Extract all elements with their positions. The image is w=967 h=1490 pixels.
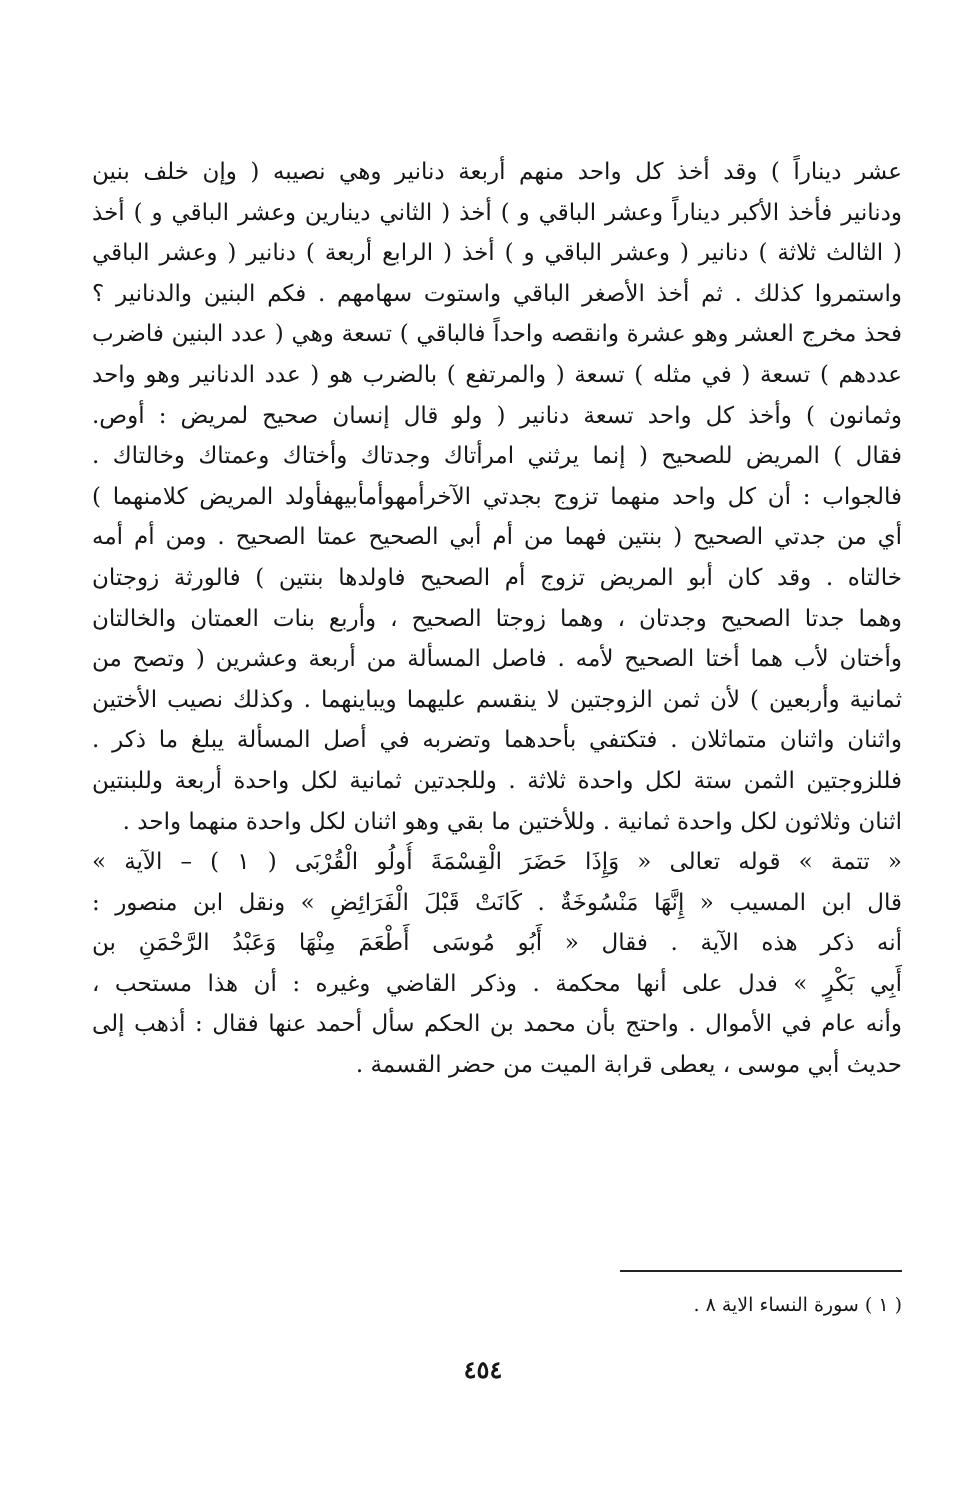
text-line: « تتمة » قوله تعالى « وَإِذَا حَضَرَ الْقِسْمَةَ أُولُو الْقُرْبَى ( ١ ) – الآية » (92, 849, 902, 876)
text-line: واستمروا كذلك . ثم أخذ الأصغر الباقي واستوت سهامهم . فكم البنين والدنانير ؟ (92, 280, 902, 307)
text-line: أنه ذكر هذه الآية . فقال « أَبُو مُوسَى أَطْعَمَ مِنْهَا وَعَبْدُ الرَّحْمَنِ بن (92, 930, 902, 957)
text-line: وهما جدتا الصحيح وجدتان ، وهما زوجتا الصحيح ، وأربع بنات العمتان والخالتان (92, 605, 902, 632)
page-number: ٤٥٤ (463, 1355, 503, 1384)
text-line: عددهم ) تسعة ( في مثله ) تسعة ( والمرتفع ) بالضرب هو ( عدد الدنانير وهو واحد (92, 361, 902, 388)
text-line: فالجواب : أن كل واحد منهما تزوج بجدتي الآخرأمهوأمأبيهفأولد المريض كلامنهما ) (92, 483, 902, 510)
text-line: ( الثالث ثلاثة ) دنانير ( وعشر الباقي و ) أخذ ( الرابع أربعة ) دنانير ( وعشر الباقي (92, 240, 902, 267)
text-line: خالتاه . وقد كان أبو المريض تزوج أم الصحيح فاولدها بنتين ) فالورثة زوجتان (92, 564, 902, 591)
text-line: قال ابن المسيب « إِنَّهَا مَنْسُوخَةٌ . كَانَتْ قَبْلَ الْفَرَائِضِ » ونقل ابن منصور : (92, 889, 902, 916)
text-line: حديث أبي موسى ، يعطى قرابة الميت من حضر القسمة . (355, 1052, 902, 1079)
text-line: أي من جدتي الصحيح ( بنتين فهما من أم أبي الصحيح عمتا الصحيح . ومن أم أمه (92, 524, 902, 551)
body-text (92, 152, 902, 1086)
text-line: وأنه عام في الأموال . واحتج بأن محمد بن الحكم سأل أحمد عنها فقال : أذهب إلى (92, 1011, 902, 1038)
text-line: وثمانون ) وأخذ كل واحد تسعة دنانير ( ولو قال إنسان صحيح لمريض : أوص. (92, 402, 902, 429)
text-line: أَبِي بَكْرٍ » فدل على أنها محكمة . وذكر القاضي وغيره : أن هذا مستحب ، (92, 970, 902, 997)
text-line: فقال ) المريض للصحيح ( إنما يرثني امرأتاك وجدتاك وأختاك وعمتاك وخالتاك . (92, 443, 902, 470)
text-line: اثنان وثلاثون لكل واحدة ثمانية . وللأختين ما بقي وهو اثنان لكل واحدة منهما واحد . (122, 808, 902, 835)
text-line: فحذ مخرج العشر وهو عشرة وانقصه واحداً فالباقي ) تسعة وهي ( عدد البنين فاضرب (92, 321, 902, 348)
text-line: فللزوجتين الثمن ستة لكل واحدة ثلاثة . وللجدتين ثمانية لكل واحدة أربعة وللبنتين (92, 767, 902, 794)
footnote-divider (620, 1270, 902, 1272)
footnote: ( ١ ) سورة النساء الاية ٨ . (693, 1294, 902, 1316)
text-line: واثنان واثنان متماثلان . فتكتفي بأحدهما وتضربه في أصل المسألة يبلغ ما ذكر . (92, 727, 902, 754)
text-line: وأختان لأب هما أختا الصحيح لأمه . فاصل المسألة من أربعة وعشرين ( وتصح من (92, 646, 902, 673)
text-line: ثمانية وأربعين ) لأن ثمن الزوجتين لا ينقسم عليهما ويباينهما . وكذلك نصيب الأختين (92, 686, 902, 713)
text-line: ودنانير فأخذ الأكبر ديناراً وعشر الباقي و ) أخذ ( الثاني دينارين وعشر الباقي و ) أخذ (92, 199, 902, 226)
text-line: عشر ديناراً ) وقد أخذ كل واحد منهم أربعة دنانير وهي نصيبه ( وإن خلف بنين (92, 159, 902, 185)
